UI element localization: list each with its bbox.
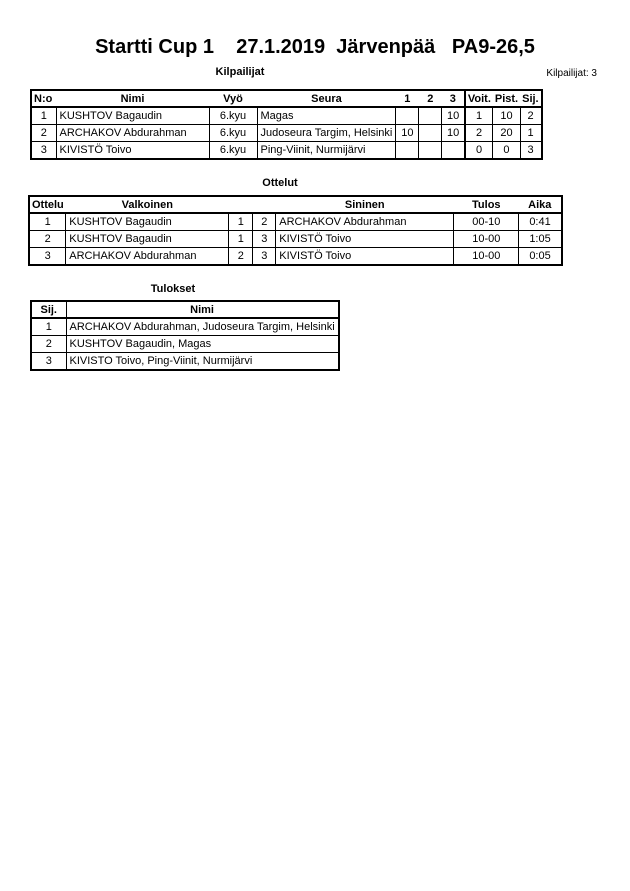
result-row (31, 318, 339, 336)
match3-score: 10 (442, 107, 465, 125)
col-white: Valkoinen (66, 196, 229, 213)
white-no: 2 (229, 248, 253, 266)
result-place: 2 (31, 336, 66, 353)
match-no: 3 (29, 248, 66, 266)
col-no: N:o (31, 90, 56, 107)
wins-value: 0 (465, 142, 493, 160)
competitors-count-label: Kilpailijat: 3 (546, 68, 597, 79)
col-place: Sij. (31, 301, 66, 318)
wins-value: 2 (465, 125, 493, 142)
white-no: 1 (229, 231, 253, 248)
match-result: 10-00 (454, 248, 519, 266)
match-result: 00-10 (454, 213, 519, 231)
match-time: 1:05 (519, 231, 562, 248)
match-row (29, 231, 562, 248)
col-club: Seura (257, 90, 396, 107)
points-value: 20 (493, 125, 520, 142)
match2-score (419, 107, 442, 125)
competitor-no: 1 (31, 107, 56, 125)
blue-name: ARCHAKOV Abdurahman (276, 213, 454, 231)
competitors-section-title: Kilpailijat (215, 66, 265, 78)
matches-table (28, 195, 563, 266)
matches-header-row (29, 196, 562, 213)
competitor-belt: 6.kyu (209, 107, 257, 125)
results-header-row (31, 301, 339, 318)
matches-section-title: Ottelut (262, 177, 298, 189)
place-value: 1 (520, 125, 542, 142)
competitor-belt: 6.kyu (209, 142, 257, 160)
blue-no: 3 (253, 248, 276, 266)
results-section-title: Tulokset (150, 283, 196, 295)
col-blue: Sininen (276, 196, 454, 213)
competitor-club: Magas (257, 107, 396, 125)
wins-value: 1 (465, 107, 493, 125)
match-time: 0:05 (519, 248, 562, 266)
points-value: 0 (493, 142, 520, 160)
competitor-row (31, 107, 542, 125)
result-name: KUSHTOV Bagaudin, Magas (66, 336, 339, 353)
white-name: KUSHTOV Bagaudin (66, 213, 229, 231)
col-belt: Vyö (209, 90, 257, 107)
blue-no: 3 (253, 231, 276, 248)
competitor-club: Judoseura Targim, Helsinki (257, 125, 396, 142)
competitor-row (31, 125, 542, 142)
white-name: ARCHAKOV Abdurahman (66, 248, 229, 266)
page-title: Startti Cup 1 27.1.2019 Järvenpää PA9-26,5 (95, 36, 535, 58)
white-name: KUSHTOV Bagaudin (66, 231, 229, 248)
result-place: 3 (31, 353, 66, 371)
blue-name: KIVISTÖ Toivo (276, 231, 454, 248)
place-value: 3 (520, 142, 542, 160)
blue-no: 2 (253, 213, 276, 231)
col-match2: 2 (419, 90, 442, 107)
col-name: Nimi (66, 301, 339, 318)
competitor-belt: 6.kyu (209, 125, 257, 142)
match3-score: 10 (442, 125, 465, 142)
col-match1: 1 (396, 90, 419, 107)
result-name: KIVISTO Toivo, Ping-Viinit, Nurmijärvi (66, 353, 339, 371)
competitor-name: KUSHTOV Bagaudin (56, 107, 209, 125)
col-blue-no (253, 196, 276, 213)
competitors-header-row (31, 90, 542, 107)
match-row (29, 248, 562, 266)
competitor-name: ARCHAKOV Abdurahman (56, 125, 209, 142)
competitors-table (30, 89, 543, 160)
match-result: 10-00 (454, 231, 519, 248)
col-name: Nimi (56, 90, 209, 107)
col-points: Pist. (493, 90, 520, 107)
match2-score (419, 142, 442, 160)
col-time: Aika (519, 196, 562, 213)
competitor-no: 2 (31, 125, 56, 142)
competitor-club: Ping-Viinit, Nurmijärvi (257, 142, 396, 160)
blue-name: KIVISTÖ Toivo (276, 248, 454, 266)
col-place: Sij. (520, 90, 542, 107)
match-row (29, 213, 562, 231)
match1-score (396, 107, 419, 125)
result-row (31, 353, 339, 371)
match-no: 2 (29, 231, 66, 248)
white-no: 1 (229, 213, 253, 231)
result-place: 1 (31, 318, 66, 336)
competitor-no: 3 (31, 142, 56, 160)
col-result: Tulos (454, 196, 519, 213)
col-wins: Voit. (465, 90, 493, 107)
place-value: 2 (520, 107, 542, 125)
results-table (30, 300, 340, 371)
match1-score (396, 142, 419, 160)
points-value: 10 (493, 107, 520, 125)
result-name: ARCHAKOV Abdurahman, Judoseura Targim, Helsinki (66, 318, 339, 336)
result-row (31, 336, 339, 353)
col-match3: 3 (442, 90, 465, 107)
competitor-row (31, 142, 542, 160)
match3-score (442, 142, 465, 160)
competitor-name: KIVISTÖ Toivo (56, 142, 209, 160)
match1-score: 10 (396, 125, 419, 142)
col-match-no: Ottelu (29, 196, 66, 213)
match-no: 1 (29, 213, 66, 231)
match2-score (419, 125, 442, 142)
match-time: 0:41 (519, 213, 562, 231)
col-white-no (229, 196, 253, 213)
